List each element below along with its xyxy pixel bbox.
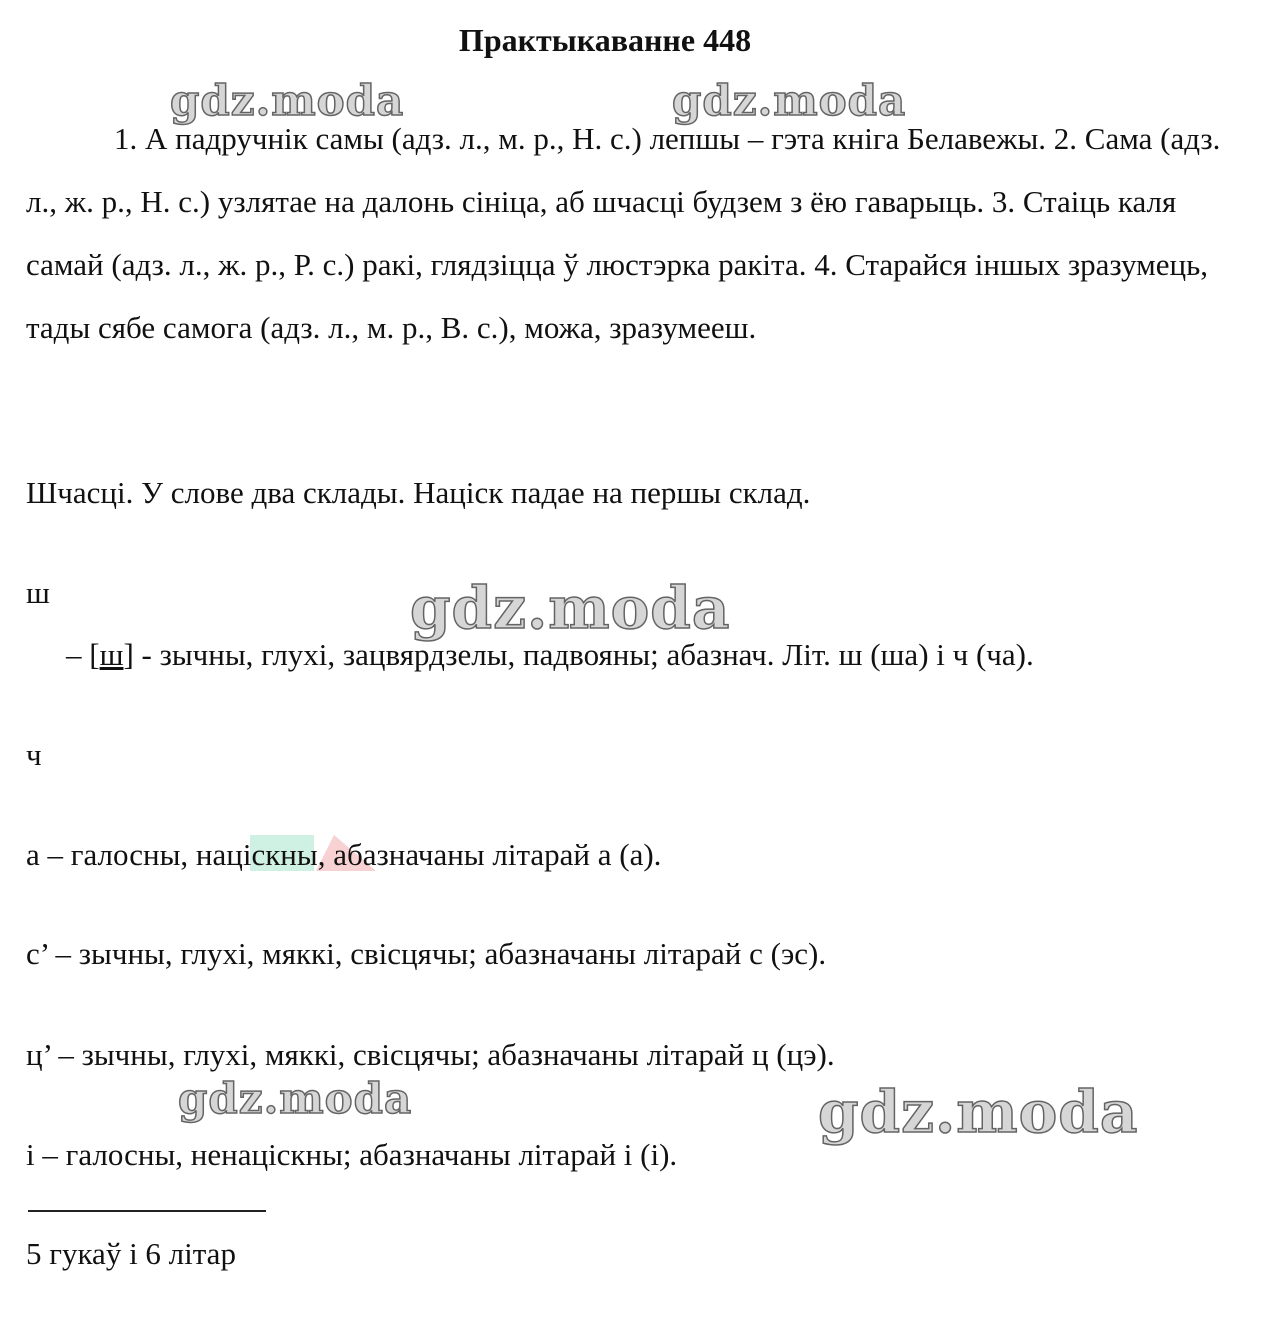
summary-text: 5 гукаў і 6 літар xyxy=(26,1236,236,1271)
watermark-logo: gdz.moda xyxy=(818,1078,1139,1146)
footnote-divider xyxy=(28,1210,266,1212)
sh-description: ] - зычны, глухі, зацвярдзелы, падвояны; абазнач. Літ. ш (ша) і ч (ча). xyxy=(123,637,1034,672)
sound-i-line: і – галосны, ненаціскны; абазначаны літарай і (і). xyxy=(26,1137,678,1172)
sound-sh-line xyxy=(66,637,1034,673)
watermark-logo: gdz.moda xyxy=(178,1074,413,1123)
sound-s-line: с’ – зычны, глухі, мяккі, свісцячы; абазначаны літарай с (эс). xyxy=(26,936,827,971)
exercise-paragraph xyxy=(26,107,1226,359)
sound-ts-line: ц’ – зычны, глухі, мяккі, свісцячы; абазначаны літарай ц (цэ). xyxy=(26,1037,835,1072)
letter-ch: ч xyxy=(26,737,42,772)
watermark-logo: gdz.moda xyxy=(170,76,405,125)
exercise-text: 1. А падручнік самы (адз. л., м. р., Н. с.) лепшы – гэта кніга Белавежы. 2. Сама (адз. л., ж. р., Н. с.) узлятае на далонь сініца, аб шчасці будзем з ёю гаварыць. 3. Стаіць каля самай (адз. л., ж. р., Р. с.) ракі, глядзіцца ў люстэрка ракіта. 4. Старайся іншых зразумець, тады сябе самога (адз. л., м. р., В. с.), можа, зразумееш. xyxy=(26,121,1221,345)
watermark-logo: gdz.moda xyxy=(672,76,907,125)
sh-sound: ш xyxy=(99,637,124,672)
sound-a-line: а – галосны, націскны, абазначаны літарай а (а). xyxy=(26,837,662,872)
analysis-intro: Шчасці. У слове два склады. Націск падае на першы склад. xyxy=(26,475,811,510)
sh-dash: – [ xyxy=(66,637,100,672)
page-title: Практыкаванне 448 xyxy=(458,22,752,58)
letter-sh: ш xyxy=(26,575,50,610)
watermark-logo: gdz.moda xyxy=(410,574,731,642)
